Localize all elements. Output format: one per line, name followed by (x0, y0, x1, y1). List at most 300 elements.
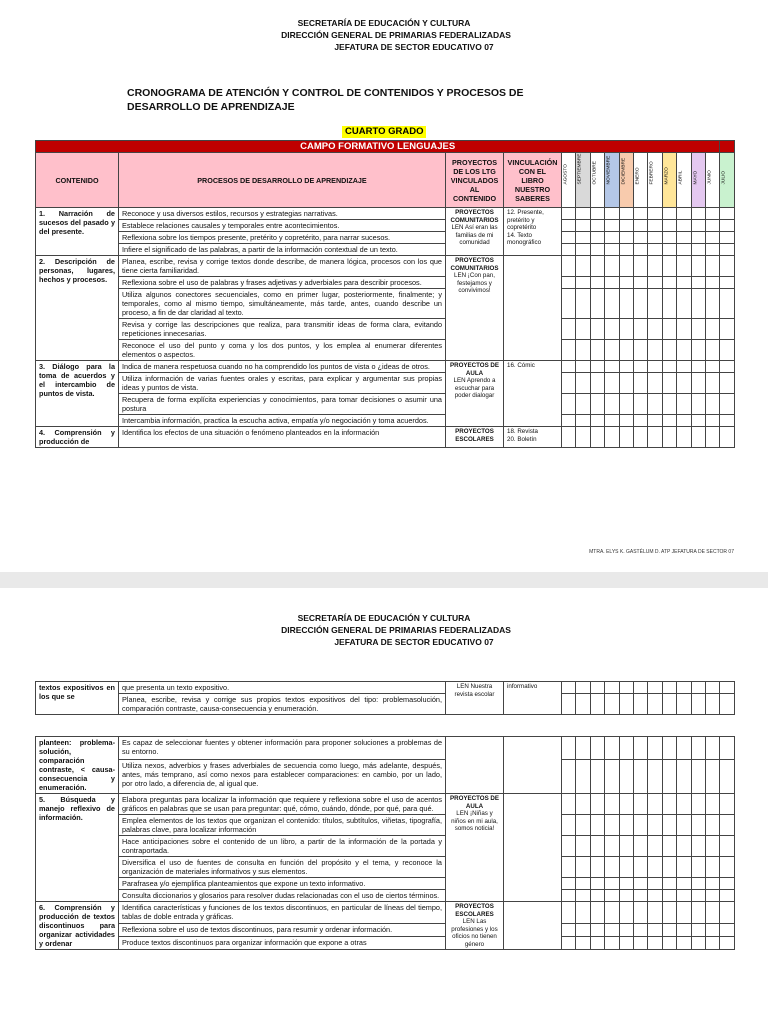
page-footer: MTRA. ELYS K. GASTÉLUM D. ATP JEFATURA DE SECTOR 07 (589, 549, 734, 555)
month-cell (691, 760, 705, 794)
month-cell (691, 220, 705, 232)
project-type: PROYECTOS COMUNITARIOS (450, 209, 499, 224)
header-row (36, 153, 735, 208)
month-cell (576, 361, 590, 373)
process-cell: Reflexiona sobre los tiempos presente, pretérito y copretérito, para narrar sucesos. (119, 232, 446, 244)
month-cell (705, 277, 719, 289)
month-cell (662, 373, 676, 394)
month-cell (677, 794, 691, 815)
month-cell (720, 760, 734, 794)
book-topic: 14. Texto monográfico (507, 231, 542, 246)
month-cell (633, 232, 647, 244)
month-cell (720, 373, 734, 394)
month-cell (576, 319, 590, 340)
month-cell (691, 289, 705, 319)
book-topic: 12. Presente, pretérito y copretérito (507, 209, 544, 231)
table-row (36, 208, 735, 220)
month-cell (662, 289, 676, 319)
book-link-cell (504, 361, 562, 427)
month-cell (648, 289, 662, 319)
month-cell (562, 208, 576, 220)
month-cell (691, 815, 705, 836)
month-cell (677, 415, 691, 427)
month-cell (691, 890, 705, 902)
month-cell (576, 244, 590, 256)
month-cell (677, 427, 691, 448)
month-cell (648, 232, 662, 244)
process-cell: que presenta un texto expositivo. (119, 682, 446, 694)
content-cell: 1. Narración de sucesos del pasado y del presente. (36, 208, 119, 256)
process-cell: Identifica características y funciones de los textos discontinuos, en particular de líneas del tiempo, tablas de doble entrada y gráficas. (119, 902, 446, 924)
process-cell: Elabora preguntas para localizar la información que requiere y reflexiona sobre el uso de acentos gráficos en palabras que se usan para preguntar: qué, cómo, cuándo, dónde, por qué, para qué. (119, 794, 446, 815)
header-line-2: DIRECCIÓN GENERAL DE PRIMARIAS FEDERALIZADAS (281, 625, 511, 635)
month-cell (648, 878, 662, 890)
month-cell (633, 760, 647, 794)
month-cell (633, 277, 647, 289)
month-cell (720, 232, 734, 244)
month-cell (633, 340, 647, 361)
month-cell (605, 760, 619, 794)
month-cell (705, 319, 719, 340)
month-cell (691, 737, 705, 760)
month-cell (648, 277, 662, 289)
month-cell (619, 208, 633, 220)
month-cell (619, 760, 633, 794)
month-cell (705, 361, 719, 373)
column-header-book: VINCULACIÓN CON EL LIBRO NUESTRO SABERES (504, 153, 562, 208)
month-cell (691, 277, 705, 289)
month-cell (590, 277, 604, 289)
month-cell (705, 394, 719, 415)
month-header (605, 153, 619, 208)
month-cell (648, 220, 662, 232)
month-cell (677, 277, 691, 289)
month-cell (662, 857, 676, 878)
month-cell (633, 737, 647, 760)
month-cell (633, 878, 647, 890)
process-cell: Emplea elementos de los textos que organizan el contenido: títulos, subtítulos, viñetas, tipografía, palabras clave, para localizar información (119, 815, 446, 836)
month-cell (705, 857, 719, 878)
month-cell (720, 361, 734, 373)
process-cell: Diversifica el uso de fuentes de consulta en función del propósito y el tema, y reconoce la organización de materiales informativos y sus elementos. (119, 857, 446, 878)
month-cell (605, 373, 619, 394)
project-name: LEN ¡Con pan, festejamos y convivimos! (454, 272, 495, 294)
month-cell (662, 361, 676, 373)
schedule-table-continued (35, 736, 735, 950)
process-cell: Consulta diccionarios y glosarios para resolver dudas relacionadas con el uso de ciertos términos. (119, 890, 446, 902)
month-cell (705, 427, 719, 448)
month-cell (720, 682, 734, 694)
month-cell (720, 319, 734, 340)
month-cell (590, 878, 604, 890)
month-cell (720, 890, 734, 902)
month-cell (619, 256, 633, 277)
month-cell (590, 694, 604, 715)
content-cell: textos expositivos en los que se (36, 682, 119, 715)
month-cell (562, 924, 576, 937)
month-cell (605, 682, 619, 694)
month-header (590, 153, 604, 208)
table-row (36, 878, 735, 890)
process-cell: Indica de manera respetuosa cuando no ha comprendido los puntos de vista o ¿ideas de otros. (119, 361, 446, 373)
month-cell (633, 208, 647, 220)
month-cell (677, 937, 691, 950)
month-cell (705, 232, 719, 244)
header-line-1: SECRETARÍA DE EDUCACIÓN Y CULTURA (297, 18, 471, 28)
month-cell (633, 857, 647, 878)
table-row (36, 277, 735, 289)
month-cell (605, 340, 619, 361)
project-type: PROYECTOS DE AULA (449, 795, 500, 810)
month-cell (576, 902, 590, 924)
month-cell (576, 760, 590, 794)
month-cell (619, 373, 633, 394)
month-cell (677, 232, 691, 244)
month-cell (576, 794, 590, 815)
process-cell: Utiliza nexos, adverbios y frases adverbiales de secuencia como luego, más adelante, después, antes, más temprano, así como nexos para establecer comparaciones: en cambio, por un lado, por otro lado, a diferencia de, al igual que. (119, 760, 446, 794)
month-cell (648, 794, 662, 815)
schedule-table-continued (35, 681, 735, 715)
month-cell (605, 427, 619, 448)
month-cell (705, 836, 719, 857)
month-cell (633, 902, 647, 924)
month-cell (590, 415, 604, 427)
month-cell (605, 319, 619, 340)
month-cell (720, 289, 734, 319)
month-cell (648, 394, 662, 415)
book-topic: 16. Cómic (507, 362, 535, 369)
month-cell (633, 220, 647, 232)
table-row (36, 244, 735, 256)
month-cell (633, 694, 647, 715)
month-cell (677, 394, 691, 415)
process-cell: Reflexiona sobre el uso de textos discontinuos, para resumir y ordenar información. (119, 924, 446, 937)
process-cell: Es capaz de seleccionar fuentes y obtener información para proponer soluciones a problemas de su entorno. (119, 737, 446, 760)
month-cell (705, 694, 719, 715)
month-cell (562, 319, 576, 340)
month-cell (677, 815, 691, 836)
month-cell (590, 208, 604, 220)
month-cell (648, 373, 662, 394)
month-cell (720, 794, 734, 815)
month-cell (633, 890, 647, 902)
month-cell (633, 289, 647, 319)
month-cell (605, 890, 619, 902)
month-label: JUNIO (707, 169, 713, 184)
month-cell (605, 694, 619, 715)
month-cell (590, 737, 604, 760)
month-cell (605, 836, 619, 857)
table-row (36, 924, 735, 937)
month-cell (619, 394, 633, 415)
month-cell (662, 319, 676, 340)
month-header (677, 153, 691, 208)
month-cell (562, 394, 576, 415)
month-cell (677, 373, 691, 394)
month-cell (662, 937, 676, 950)
month-label: MARZO (664, 166, 670, 184)
table-row (36, 340, 735, 361)
month-cell (705, 760, 719, 794)
month-cell (662, 277, 676, 289)
month-cell (576, 220, 590, 232)
page-header (0, 17, 768, 53)
month-cell (576, 815, 590, 836)
month-cell (705, 902, 719, 924)
process-cell: Planea, escribe, revisa y corrige sus propios textos expositivos del tipo: problemasolución, comparación contraste, causa-consecuencia y enumeración. (119, 694, 446, 715)
table-row (36, 760, 735, 794)
month-cell (633, 815, 647, 836)
month-cell (648, 902, 662, 924)
month-cell (605, 857, 619, 878)
month-cell (605, 794, 619, 815)
month-cell (648, 694, 662, 715)
project-type: PROYECTOS ESCOLARES (455, 428, 494, 443)
field-title: CAMPO FORMATIVO LENGUAJES (36, 141, 720, 153)
month-cell (662, 737, 676, 760)
month-cell (562, 694, 576, 715)
month-cell (705, 924, 719, 937)
month-cell (619, 361, 633, 373)
process-cell: Identifica los efectos de una situación o fenómeno planteados en la información (119, 427, 446, 448)
month-cell (590, 794, 604, 815)
month-cell (633, 415, 647, 427)
process-cell: Revisa y corrige las descripciones que realiza, para transmitir ideas de forma clara, evitando repeticiones innecesarias. (119, 319, 446, 340)
month-cell (662, 232, 676, 244)
table-row (36, 815, 735, 836)
field-row (36, 141, 735, 153)
month-cell (576, 415, 590, 427)
month-cell (576, 836, 590, 857)
month-cell (590, 924, 604, 937)
month-cell (619, 415, 633, 427)
book-link-cell (504, 208, 562, 256)
month-cell (648, 244, 662, 256)
month-cell (590, 394, 604, 415)
month-cell (648, 937, 662, 950)
month-cell (590, 815, 604, 836)
month-cell (619, 319, 633, 340)
column-header-projects: PROYECTOS DE LOS LTG VINCULADOS AL CONTENIDO (446, 153, 504, 208)
process-cell: Infiere el significado de las palabras, a partir de la información contextual de un texto. (119, 244, 446, 256)
month-cell (662, 394, 676, 415)
month-cell (691, 415, 705, 427)
column-header-processes: PROCESOS DE DESARROLLO DE APRENDIZAJE (119, 153, 446, 208)
month-cell (691, 857, 705, 878)
month-cell (605, 361, 619, 373)
project-type: PROYECTOS COMUNITARIOS (450, 257, 499, 272)
month-cell (633, 361, 647, 373)
month-header (705, 153, 719, 208)
month-cell (605, 415, 619, 427)
month-cell (576, 208, 590, 220)
table-row (36, 937, 735, 950)
project-type: PROYECTOS DE AULA (449, 362, 500, 377)
project-type: PROYECTOS ESCOLARES (455, 903, 494, 918)
month-cell (705, 737, 719, 760)
process-cell: Parafrasea y/o ejemplifica planteamientos que expone un texto informativo. (119, 878, 446, 890)
month-cell (619, 289, 633, 319)
month-cell (576, 694, 590, 715)
month-cell (705, 244, 719, 256)
month-cell (662, 902, 676, 924)
month-cell (619, 836, 633, 857)
month-cell (562, 277, 576, 289)
table-row (36, 694, 735, 715)
month-cell (605, 737, 619, 760)
month-cell (619, 815, 633, 836)
month-cell (691, 208, 705, 220)
month-cell (605, 878, 619, 890)
month-cell (619, 682, 633, 694)
book-link-cell: informativo (504, 682, 562, 715)
month-cell (562, 857, 576, 878)
month-cell (605, 394, 619, 415)
month-cell (648, 682, 662, 694)
table-row (36, 394, 735, 415)
month-cell (590, 760, 604, 794)
month-cell (691, 340, 705, 361)
month-cell (633, 924, 647, 937)
month-cell (677, 289, 691, 319)
month-cell (605, 277, 619, 289)
month-cell (691, 319, 705, 340)
month-cell (619, 937, 633, 950)
month-cell (705, 289, 719, 319)
month-cell (691, 256, 705, 277)
month-cell (677, 857, 691, 878)
month-cell (705, 937, 719, 950)
month-cell (677, 208, 691, 220)
table-row (36, 682, 735, 694)
table-row (36, 415, 735, 427)
month-header (691, 153, 705, 208)
project-name: LEN Aprendo a escuchar para poder dialogar (453, 377, 496, 399)
month-cell (705, 415, 719, 427)
month-header (562, 153, 576, 208)
month-cell (677, 256, 691, 277)
month-cell (648, 256, 662, 277)
month-cell (605, 815, 619, 836)
month-cell (720, 836, 734, 857)
month-cell (619, 277, 633, 289)
month-cell (648, 415, 662, 427)
header-line-2: DIRECCIÓN GENERAL DE PRIMARIAS FEDERALIZADAS (281, 30, 511, 40)
month-cell (619, 340, 633, 361)
month-cell (562, 760, 576, 794)
document-title: CRONOGRAMA DE ATENCIÓN Y CONTROL DE CONTENIDOS Y PROCESOS DE DESARROLLO DE APRENDIZAJE (127, 87, 524, 113)
table-row (36, 256, 735, 277)
month-cell (648, 340, 662, 361)
month-cell (590, 232, 604, 244)
month-cell (576, 937, 590, 950)
month-cell (648, 890, 662, 902)
process-cell: Produce textos discontinuos para organizar información que expone a otras (119, 937, 446, 950)
table-row (36, 857, 735, 878)
month-cell (648, 319, 662, 340)
month-cell (662, 890, 676, 902)
book-link-cell (504, 256, 562, 361)
month-cell (720, 220, 734, 232)
linked-projects-cell (446, 256, 504, 361)
month-label: ENERO (635, 166, 641, 184)
page-header (0, 612, 768, 648)
month-label: NOVIEMBRE (606, 155, 612, 184)
month-cell (677, 737, 691, 760)
month-cell (590, 427, 604, 448)
month-cell (648, 836, 662, 857)
table-row (36, 361, 735, 373)
month-cell (562, 232, 576, 244)
month-cell (677, 220, 691, 232)
linked-projects-cell (446, 427, 504, 448)
month-cell (662, 256, 676, 277)
month-cell (562, 256, 576, 277)
month-label: MAYO (693, 170, 699, 184)
month-cell (720, 394, 734, 415)
table-row (36, 836, 735, 857)
month-cell (576, 232, 590, 244)
month-cell (720, 902, 734, 924)
month-cell (633, 256, 647, 277)
column-header-content: CONTENIDO (36, 153, 119, 208)
month-cell (633, 427, 647, 448)
month-label: FEBRERO (649, 160, 655, 184)
process-cell: Reconoce el uso del punto y coma y los dos puntos, y los emplea al enumerar diferentes elementos o aspectos. (119, 340, 446, 361)
month-cell (590, 682, 604, 694)
month-cell (633, 937, 647, 950)
month-cell (619, 232, 633, 244)
month-cell (720, 878, 734, 890)
month-label: OCTUBRE (592, 160, 598, 184)
month-cell (705, 208, 719, 220)
month-cell (720, 277, 734, 289)
book-link-cell (504, 902, 562, 950)
table-row (36, 737, 735, 760)
month-cell (562, 244, 576, 256)
month-cell (619, 857, 633, 878)
month-cell (562, 794, 576, 815)
month-cell (662, 427, 676, 448)
month-cell (691, 836, 705, 857)
month-cell (720, 427, 734, 448)
content-cell: 3. Diálogo para la toma de acuerdos y el intercambio de puntos de vista. (36, 361, 119, 427)
month-cell (691, 902, 705, 924)
content-cell: 6. Comprensión y producción de textos discontinuos para organizar actividades y ordenar (36, 902, 119, 950)
month-cell (605, 208, 619, 220)
month-cell (590, 937, 604, 950)
month-cell (619, 878, 633, 890)
month-cell (677, 361, 691, 373)
month-label: ABRIL (678, 170, 684, 184)
content-cell: 5. Búsqueda y manejo reflexivo de información. (36, 794, 119, 902)
month-cell (633, 836, 647, 857)
month-header (576, 153, 590, 208)
month-cell (605, 924, 619, 937)
month-cell (720, 937, 734, 950)
month-label: AGOSTO (563, 163, 569, 184)
month-cell (633, 394, 647, 415)
month-cell (619, 737, 633, 760)
linked-projects-cell (446, 682, 504, 715)
month-cell (705, 220, 719, 232)
month-cell (590, 220, 604, 232)
month-cell (590, 890, 604, 902)
process-cell: Intercambia información, practica la escucha activa, empatía y/o negociación y toma acuerdos. (119, 415, 446, 427)
month-cell (720, 340, 734, 361)
month-cell (619, 890, 633, 902)
month-cell (619, 794, 633, 815)
